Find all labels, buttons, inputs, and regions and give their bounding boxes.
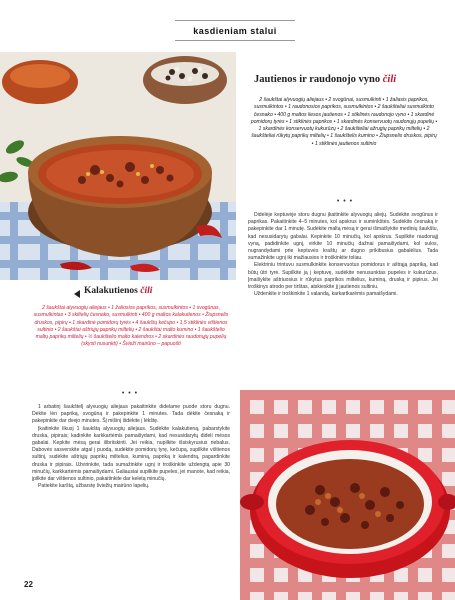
recipe-left-ingredients: 2 šaukštai alyvuogių aliejaus • 1 žaliosios paprikos, susmulkintos • 1 svogūnas, susmulkintas • 3 skiltelių česnako, susmulkinti • 400 g maltos kalakutienos • Žiupsnelis druskos, pipirų • 1 skardinė pomidorų tyrės • 4 šaukštų kečupo • 1,5 stiklinės vištienos sultinio • 2 šaukštai aštriųjų paprikų miltelių • 2 šaukštai malto kumino • 1 šaukštelio maltų paprikų miltelių • ½ šaukštelio malto kalendros • 2 skardinės raudonųjų pupelių (skysti nusunkti) • Švieži mairūno – papuošti xyxy=(33,305,229,348)
recipe-right-ingredients: 2 šaukštai alyvuogių aliejaus • 2 svogūnai, susmulkinti • 1 žaliasis paprikos, susmulkintos • 1 raudonosios paprikos, susmulkintos • 2 šaukšteliai susmulkinto česnako • 400 g maltos liesos jautienos • 1 stiklinės raudonojo vyno • 1 skardinė pomidorų tyrės • 1 stiklinės paprikos • 1 skardinės konservuotų raudonųjų pupelių • 1 skardinės konservuotų kukurūzų • 2 šaukšteliai ažrugių paprikų miltelių • 2 šaukšteliai rūkytų paprikų miltelių • 1 šaukštelis kumino • Žiupsnelis druskos, pipirų • 1 stiklinės jautienos sultinio xyxy=(250,97,438,147)
recipe-right-paragraph: Uždenkite ir troškinkite 1 valandą, karkartkarėmis pamaišydami. xyxy=(254,291,398,298)
recipe-right-paragraph: Elektriniu trintuvu susmulkinkite konservuotus pomidorus ir aštrąją papriką, kad būtų ūtri tyrė. Supilkite ją į keptuvę, sudėkite nenusunktas pupeles ir kukurūzus. Įmaišykite aštriuosius ir rūkytus paprikos miltelius, kuminą, druską ir pipirus. Jei troškinys atrodo per tirštas, atskieskite jį jautienos sultiniu. xyxy=(248,262,438,291)
recipe-right-title xyxy=(254,74,434,85)
recipe-right-title-text: Jautienos ir raudonojo vyno xyxy=(254,74,383,85)
recipe-left-title-marker xyxy=(74,290,80,298)
recipe-left-method xyxy=(32,404,230,490)
section-header: kasdieniam stalui xyxy=(193,26,277,36)
recipe-right-separator: • • • xyxy=(336,198,354,205)
recipe-right-paragraph: Didelėje keptuvėje storu dugnu įkaitinkite alyvuogių aliejų. Sudėkite svogūnus ir paprikas. Pakaitinkite 4–5 minutes, kol apskrus ir suminkštės. Sudėkite česnaką ir pakepinkite dar 1 minutę. Sudėkite maltą mėsą ir gerai išmaišykite medinių šaukštu, kad nesusidarytų gabalai. Kepinkite 10 minučių, kol apskrus. Supilkite raudonąjį vyną, padidinkite ugnį, virkite 10 minučių dažnai pamaišydami, kol sulos, nugrandydami prie keptuvės kraštų ar dugno prikibusius gabalėlius. Tada sumažinkite ugnį iki mažiausios ir troškinkite toliau. xyxy=(248,212,438,262)
top-photo xyxy=(0,52,236,280)
recipe-left-paragraph: Patiekite karštą, užbarstę šviežių mairūno lapelių. xyxy=(38,483,150,490)
header-rule-top xyxy=(175,20,295,21)
bottom-photo xyxy=(240,390,455,600)
recipe-left-title xyxy=(84,286,204,296)
recipe-left-separator: • • • xyxy=(121,390,139,397)
recipe-left-paragraph: Įkaitinkite likusį 1 šaukštą alyvuogių aliejaus. Sudėkite kalakutieną, pabarstykite druska, pipirais; kadinkite karkkartėmis pamaišydami, kad nesusidarytų dideli mėsos gabalai. Kepkite mėsą gerai išbriiskinti. Jei reikia, nupilkite išsiskyrusius riebalus. Dabovės sasverskite atgal į puodą, sudėkite pomidorų tyrę, kečupą, supilkite vištienos sultinį, sudėkite aštriųjų paprikų miltelius, kuminą, papriką ir kalendrą, pagardinkite druska ir pipirais. Užvirinkite, tada sumažinkite ugnį ir troškinkite uždengtą apie 30 minučių, karkkartėmis pamaišydami. Galiausiai supilkite pupeles, jei manote, kad reikia, įpilkite dar vištienos sultinio, pakaitinkite dar keletą minučių. xyxy=(32,425,230,483)
header-rule-bottom xyxy=(175,40,295,41)
recipe-left-paragraph: 1 arbatinį šaukštelį alyvuogių aliejaus pakaitinkite didelame puode storu dugnu. Dėkite lėn papriką, svogūną ir pakepinkite 1 minutes. Tada dėkite česnaką ir pakepinkite dar dvejo minutes. Šį mišinį išdėkite į lėkštę. xyxy=(32,404,230,425)
recipe-left-title-accent: čili xyxy=(140,286,153,296)
recipe-left-title-text: Kalakutienos xyxy=(84,286,141,296)
recipe-right-method xyxy=(248,212,438,298)
page-number: 22 xyxy=(24,580,33,589)
recipe-right-title-accent: čili xyxy=(382,74,397,85)
